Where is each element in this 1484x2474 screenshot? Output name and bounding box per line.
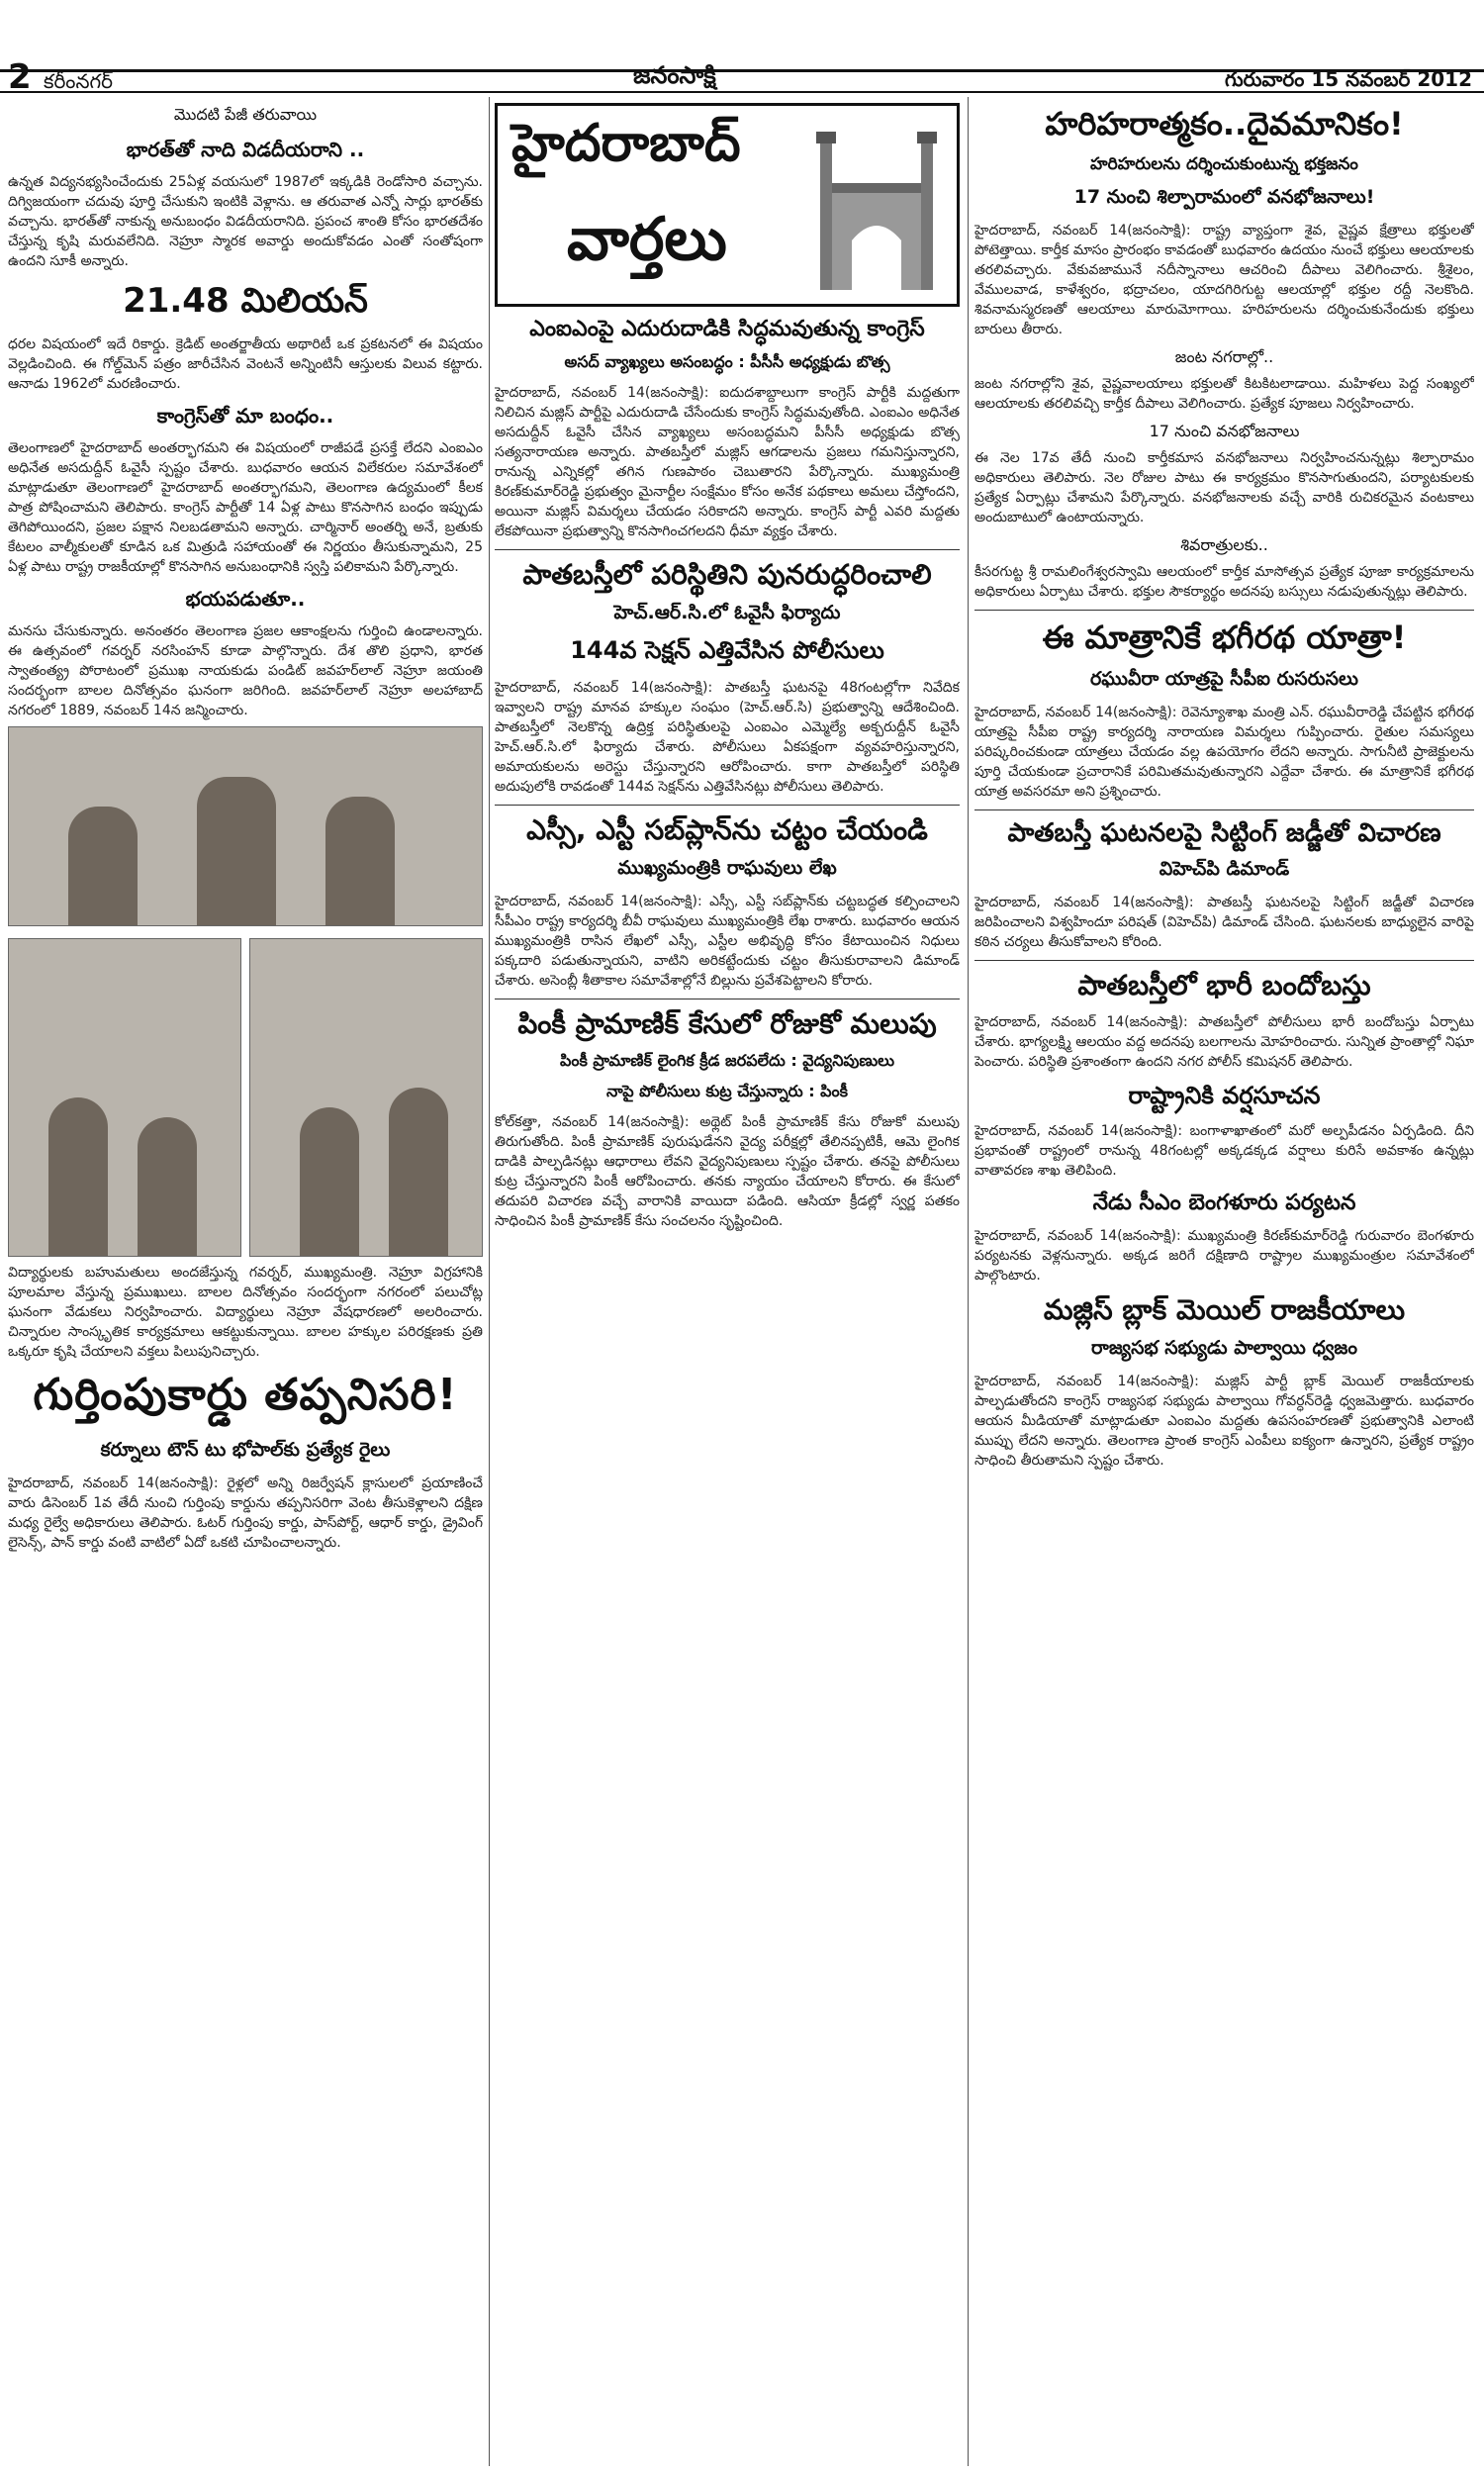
subheadline: రాజ్యసభ సభ్యుడు పాల్వాయి ధ్వజం bbox=[1091, 1337, 1357, 1359]
column-left bbox=[8, 97, 483, 2466]
subheadline: కర్నూలు టౌన్ టు భోపాల్‌కు ప్రత్యేక రైలు bbox=[100, 1439, 391, 1461]
headline: పాతబస్తీలో పరిస్థితిని పునరుద్ధరించాలి bbox=[522, 558, 932, 591]
headline: ఎంఐఎంపై ఎదురుదాడికి సిద్ధమవుతున్న కాంగ్రెస్ bbox=[529, 317, 925, 341]
article-text: హైదరాబాద్, నవంబర్ 14(జనంసాక్షి): రాష్ట్ర వ్యాప్తంగా శైవ, వైష్ణవ క్షేత్రాలు భక్తులతో పోటెత్తాయి. కార్తీక మాసం ప్రారంభం కావడంతో బుధవారం ఉదయం నుంచే భక్తులు ఆలయాలకు తరలివచ్చారు. వేకువజామునే నదీస్నానాలు ఆచరించి దీపాలు వెలిగించారు. శ్రీశైలం, వేములవాడ, కాళేశ్వరం, భద్రాచలం, యాదగిరిగుట్ట ఆలయాల్లో భక్తుల రద్దీ నెలకొంది. శివనామస్మరణతో ఆలయాలు మారుమోగాయి. హరిహరులను దర్శించుకునేందుకు భక్తులు బారులు తీరారు. bbox=[974, 223, 1474, 337]
section-rule bbox=[974, 960, 1474, 961]
column-divider bbox=[968, 97, 969, 2466]
subsection-label: 17 నుంచి వనభోజనాలు bbox=[1149, 422, 1300, 440]
continued-label: మొదటి పేజీ తరువాయి bbox=[173, 105, 318, 124]
article-text: మనసు చేసుకున్నారు. అనంతరం తెలంగాణ ప్రజల ఆకాంక్షలను గుర్తించి ఉండాలన్నారు. ఈ ఉత్సవంలో గవర్నర్ నరసింహన్ కూడా పాల్గొన్నారు. దేశ తొలి ప్రధాని, భారత స్వాతంత్య్ర పోరాటంలో ప్రముఖ నాయకుడు పండిట్ జవహర్‌లాల్ నెహ్రూ జయంతి సందర్భంగా బాలల దినోత్సవం ఘనంగా జరిగింది. జవహర్‌లాల్ నెహ్రూ అలహాబాద్ నగరంలో 1889, నవంబర్ 14న జన్మించారు. bbox=[8, 623, 483, 718]
article-text: హైదరాబాద్, నవంబర్ 14(జనంసాక్షి): పాతబస్తీ ఘటనపై 48గంటల్లోగా నివేదిక ఇవ్వాలని రాష్ట్ర మానవ హక్కుల సంఘం (హెచ్.ఆర్.సి) ప్రభుత్వాన్ని ఆదేశించింది. పాతబస్తీలో నెలకొన్న ఉద్రిక్త పరిస్థితులపై ఎంఐఎం ఎమ్మెల్యే అక్బరుద్దీన్ ఓవైసీ హెచ్.ఆర్.సి.లో ఫిర్యాదు చేశారు. పోలీసులు ఏకపక్షంగా వ్యవహరిస్తున్నారని, అమాయకులను అరెస్టు చేస్తున్నారని ఆరోపించారు. కాగా పాతబస్తీలో పరిస్థితి అదుపులోకి రావడంతో 144వ సెక్షన్‌ను ఎత్తివేసినట్లు పోలీసులు తెలిపారు. bbox=[495, 680, 960, 795]
article-text: కీసరగుట్ట శ్రీ రామలింగేశ్వరస్వామి ఆలయంలో కార్తీక మాసోత్సవ ప్రత్యేక పూజా కార్యక్రమాలను అధికారులు ఏర్పాటు చేశారు. భక్తుల సౌకర్యార్థం అదనపు బస్సులు నడుపుతున్నట్లు తెలిపారు. bbox=[974, 564, 1474, 600]
headline: 21.48 మిలియన్ bbox=[123, 281, 368, 321]
subheadline: పింకీ ప్రామాణిక్ లైంగిక క్రీడ జరపలేదు : వైద్యనిపుణులు bbox=[559, 1051, 895, 1070]
section-banner bbox=[495, 103, 960, 307]
headline: భారత్‌తో నాది విడదీయరాని .. bbox=[126, 138, 365, 161]
news-photo bbox=[249, 938, 483, 1257]
article-text: హైదరాబాద్, నవంబర్ 14(జనంసాక్షి): రైళ్లలో అన్ని రిజర్వేషన్ క్లాసులలో ప్రయాణించే వారు డిసెంబర్ 1వ తేదీ నుంచి గుర్తింపు కార్డును తప్పనిసరిగా వెంట తీసుకెళ్లాలని దక్షిణ మధ్య రైల్వే అధికారులు తెలిపారు. ఓటర్ గుర్తింపు కార్డు, పాస్‌పోర్ట్, ఆధార్ కార్డు, డ్రైవింగ్ లైసెన్స్, పాన్ కార్డు వంటి వాటిలో ఏదో ఒకటి చూపించాలన్నారు. bbox=[8, 1475, 483, 1551]
subheadline: ముఖ్యమంత్రికి రాఘవులు లేఖ bbox=[617, 857, 837, 879]
article-text: కోల్‌కత్తా, నవంబర్ 14(జనంసాక్షి): అథ్లెట్ పింకీ ప్రామాణిక్ కేసు రోజుకో మలుపు తిరుగుతోంది. పింకీ ప్రామాణిక్ పురుషుడేనని వైద్య పరీక్షల్లో తేలినప్పటికీ, ఆమె లైంగిక దాడికి పాల్పడినట్లు ఆధారాలు లేవని వైద్యనిపుణులు స్పష్టం చేశారు. తనపై పోలీసులు కుట్ర చేస్తున్నారని పింకీ ఆరోపించారు. తనకు న్యాయం చేయాలని కోరారు. ఈ కేసులో తదుపరి విచారణ వచ్చే వారానికి వాయిదా పడింది. ఆసియా క్రీడల్లో స్వర్ణ పతకం సాధించిన పింకీ ప్రామాణిక్ కేసు సంచలనం సృష్టించింది. bbox=[495, 1114, 960, 1229]
subheadline: హెచ్.ఆర్.సి.లో ఓవైసీ ఫిర్యాదు bbox=[613, 602, 841, 623]
article-text: హైదరాబాద్, నవంబర్ 14(జనంసాక్షి): బంగాళాఖాతంలో మరో అల్పపీడనం ఏర్పడింది. దీని ప్రభావంతో రాష్ట్రంలో రానున్న 48గంటల్లో అక్కడక్కడ వర్షాలు కురిసే అవకాశం ఉన్నట్లు వాతావరణ శాఖ తెలిపింది. bbox=[974, 1123, 1474, 1179]
headline: మజ్లిస్ బ్లాక్ మెయిల్ రాజకీయాలు bbox=[1043, 1293, 1406, 1326]
section-rule bbox=[495, 549, 960, 550]
headline: ఈ మాత్రానికే భగీరథ యాత్రా! bbox=[1042, 618, 1407, 656]
section-rule bbox=[495, 805, 960, 806]
page-number: 2 bbox=[8, 57, 32, 97]
news-photo bbox=[8, 938, 241, 1257]
section-rule bbox=[974, 610, 1474, 611]
subheadline: హరిహరులను దర్శించుకుంటున్న భక్తజనం bbox=[1090, 154, 1358, 174]
article-text: హైదరాబాద్, నవంబర్ 14(జనంసాక్షి): ముఖ్యమంత్రి కిరణ్‌కుమార్‌రెడ్డి గురువారం బెంగళూరు పర్యటనకు వెళ్లనున్నారు. అక్కడ జరిగే దక్షిణాది రాష్ట్రాల ముఖ్యమంత్రుల సమావేశంలో పాల్గొంటారు. bbox=[974, 1228, 1474, 1284]
headline: రాష్ట్రానికి వర్షసూచన bbox=[1128, 1082, 1321, 1109]
banner-title: హైదరాబాద్ bbox=[511, 114, 741, 173]
headline: ఎస్సీ, ఎస్టీ సబ్‌ప్లాన్‌ను చట్టం చేయండి bbox=[526, 813, 928, 846]
article-text: ఈ నెల 17వ తేదీ నుంచి కార్తీకమాస వనభోజనాలు నిర్వహించనున్నట్లు శిల్పారామం అధికారులు తెలిపారు. నెల రోజుల పాటు ఈ కార్యక్రమం కొనసాగుతుందని, పర్యాటకులకు ప్రత్యేక ఏర్పాట్లు చేశామని పేర్కొన్నారు. వనభోజనాలకు వచ్చే వారికి రుచికరమైన వంటకాలు అందుబాటులో ఉంటాయన్నారు. bbox=[974, 450, 1474, 525]
subheadline: విహెచ్‌పి డిమాండ్ bbox=[1159, 858, 1290, 880]
subsection-label: జంట నగరాల్లో.. bbox=[1174, 347, 1274, 366]
subheadline: నాపై పోలీసులు కుట్ర చేస్తున్నారు : పింకీ bbox=[605, 1082, 849, 1100]
headline: హరిహరాత్మకం..దైవమానికం! bbox=[1045, 105, 1404, 143]
charminar-icon bbox=[812, 122, 941, 290]
dateline: గురువారం 15 నవంబర్ 2012 bbox=[1225, 67, 1472, 91]
article-text: హైదరాబాద్, నవంబర్ 14(జనంసాక్షి): రెవెన్యూశాఖ మంత్రి ఎన్. రఘువీరారెడ్డి చేపట్టిన భగీరథ యాత్రపై సీపీఐ రాష్ట్ర కార్యదర్శి నారాయణ విమర్శలు గుప్పించారు. రైతుల సమస్యలు పరిష్కరించకుండా యాత్రలు చేయడం వల్ల ఉపయోగం లేదని అన్నారు. సాగునీటి ప్రాజెక్టులను పూర్తి చేయకుండా ప్రచారానికే పరిమితమవుతున్నారని ఎద్దేవా చేశారు. ఈ మాత్రానికే భగీరథ యాత్ర అవసరమా అని ప్రశ్నించారు. bbox=[974, 705, 1474, 800]
news-photo bbox=[8, 726, 483, 926]
headline: నేడు సీఎం బెంగళూరు పర్యటన bbox=[1092, 1190, 1356, 1215]
headline: భయపడుతూ.. bbox=[185, 587, 306, 611]
headline: పాతబస్తీలో భారీ బందోబస్తు bbox=[1077, 969, 1371, 1001]
subheadline: 144వ సెక్షన్ ఎత్తివేసిన పోలీసులు bbox=[570, 636, 884, 664]
subheadline: అసద్ వ్యాఖ్యలు అసంబద్ధం : పీసీసీ అధ్యక్షుడు బొత్స bbox=[564, 352, 890, 371]
article-text: హైదరాబాద్, నవంబర్ 14(జనంసాక్షి): ఐదుదశాబ్దాలుగా కాంగ్రెస్ పార్టీకి మద్దతుగా నిలిచిన మజ్లిస్ పార్టీపై ఎదురుదాడి చేసేందుకు కాంగ్రెస్ సిద్ధమవుతోంది. ఎంఐఎం అధినేత అసదుద్దీన్ ఓవైసీ చేసిన వ్యాఖ్యలు అసంబద్ధమని పీసీసీ అధ్యక్షుడు బొత్స సత్యనారాయణ అన్నారు. పాతబస్తీలో మజ్లిస్ ఆగడాలను ప్రజలు గమనిస్తున్నారని, రానున్న ఎన్నికల్లో తగిన గుణపాఠం చెబుతారని పేర్కొన్నారు. ముఖ్యమంత్రి కిరణ్‌కుమార్‌రెడ్డి ప్రభుత్వం మైనార్టీల సంక్షేమం కోసం అనేక పథకాలు అమలు చేస్తోందని, అయినా మజ్లిస్ విమర్శలు చేయడం సరికాదని అన్నారు. కాంగ్రెస్ పార్టీ ఎవరి మద్దతు లేకపోయినా ప్రభుత్వాన్ని కొనసాగించగలదని ధీమా వ్యక్తం చేశారు. bbox=[495, 385, 960, 539]
headline: పింకీ ప్రామాణిక్ కేసులో రోజుకో మలుపు bbox=[517, 1007, 937, 1040]
article-text: జంట నగరాల్లోని శైవ, వైష్ణవాలయాలు భక్తులతో కిటకిటలాడాయి. మహిళలు పెద్ద సంఖ్యలో ఆలయాలకు తరలివచ్చి కార్తీక దీపాలు వెలిగించారు. ప్రత్యేక పూజలు నిర్వహించారు. bbox=[974, 376, 1474, 412]
headline: కాంగ్రెస్‌తో మా బంధం.. bbox=[156, 404, 334, 428]
column-divider bbox=[489, 97, 490, 2466]
article-text: హైదరాబాద్, నవంబర్ 14(జనంసాక్షి): ఎస్సీ, ఎస్టీ సబ్‌ప్లాన్‌కు చట్టబద్ధత కల్పించాలని సీపీఎం రాష్ట్ర కార్యదర్శి బీవీ రాఘవులు ముఖ్యమంత్రికి లేఖ రాశారు. బుధవారం ఆయన ముఖ్యమంత్రికి రాసిన లేఖలో ఎస్సీ, ఎస్టీల అభివృద్ధి కోసం కేటాయించిన నిధులు పక్కదారి పడుతున్నాయని, వాటిని అరికట్టేందుకు చట్టం తీసుకురావాలని డిమాండ్ చేశారు. అసెంబ్లీ శీతాకాల సమావేశాల్లోనే బిల్లును ప్రవేశపెట్టాలని కోరారు. bbox=[495, 894, 960, 989]
article-text: తెలంగాణలో హైదరాబాద్ అంతర్భాగమని ఈ విషయంలో రాజీపడే ప్రసక్తే లేదని ఎంఐఎం అధినేత అసదుద్దీన్ ఓవైసీ స్పష్టం చేశారు. బుధవారం ఆయన విలేకరుల సమావేశంలో మాట్లాడుతూ తెలంగాణలో హైదరాబాద్ అంతర్భాగమని, తెలంగాణ ఉద్యమంలో కీలక పాత్ర పోషించామని తెలిపారు. కాంగ్రెస్ పార్టీతో 14 ఏళ్ల పాటు కొనసాగిన బంధం ఇప్పుడు తెగిపోయిందని, ప్రజల పక్షాన నిలబడతామని అన్నారు. చార్మినార్ అంతర్ని అనే, బ్రతుకు కేటలం వాల్మీకులతో కూడిన ఒక మిత్రుడి సహాయంతో ఈ నిర్ణయం తీసుకున్నామని, 25 ఏళ్ల పాటు రాష్ట్ర రాజకీయాల్లో కొనసాగిన అనుబంధానికి స్వస్తి పలికామని పేర్కొన్నారు. bbox=[8, 440, 483, 575]
masthead-logo: జనంసాక్షి bbox=[633, 61, 716, 89]
header-divider bbox=[0, 91, 1484, 93]
subsection-label: శివరాత్రులకు.. bbox=[1180, 535, 1268, 554]
photo-caption: విద్యార్థులకు బహుమతులు అందజేస్తున్న గవర్నర్, ముఖ్యమంత్రి. నెహ్రూ విగ్రహానికి పూలమాల వేస్తున్న ప్రముఖులు. బాలల దినోత్సవం సందర్భంగా నగరంలో పలుచోట్ల ఘనంగా వేడుకలు నిర్వహించారు. విద్యార్థులు నెహ్రూ వేషధారణలో అలరించారు. చిన్నారుల సాంస్కృతిక కార్యక్రమాలు ఆకట్టుకున్నాయి. బాలల హక్కుల పరిరక్షణకు ప్రతి ఒక్కరూ కృషి చేయాలని వక్తలు పిలుపునిచ్చారు. bbox=[8, 1265, 483, 1360]
section-rule bbox=[974, 809, 1474, 810]
article-text: ధరల విషయంలో ఇదే రికార్డు. క్రెడిట్ అంతర్జాతీయ అథారిటీ ఒక ప్రకటనలో ఈ విషయం వెల్లడించింది. ఈ గోల్డ్‌మెన్ పత్రం జారీచేసిన వెంటనే అన్నింటినీ ఆస్తులకు విలువ కట్టారు. ఆనాడు 1962లో మరణించారు. bbox=[8, 336, 483, 392]
article-text: హైదరాబాద్, నవంబర్ 14(జనంసాక్షి): పాతబస్తీ ఘటనలపై సిట్టింగ్ జడ్జీతో విచారణ జరిపించాలని విశ్వహిందూ పరిషత్ (విహెచ్‌పి) డిమాండ్ చేసింది. ఘటనలకు బాధ్యులైన వారిపై కఠిన చర్యలు తీసుకోవాలని కోరింది. bbox=[974, 895, 1474, 950]
article-text: హైదరాబాద్, నవంబర్ 14(జనంసాక్షి): మజ్లిస్ పార్టీ బ్లాక్ మెయిల్ రాజకీయాలకు పాల్పడుతోందని కాంగ్రెస్ రాజ్యసభ సభ్యుడు పాల్వాయి గోవర్ధన్‌రెడ్డి ధ్వజమెత్తారు. బుధవారం ఆయన మీడియాతో మాట్లాడుతూ ఎంఐఎం మద్దతు ఉపసంహరణతో ప్రభుత్వానికి ఎలాంటి ముప్పు లేదని అన్నారు. తెలంగాణ ప్రాంత కాంగ్రెస్ ఎంపీలు ఐక్యంగా ఉన్నారని, ప్రత్యేక రాష్ట్రం సాధించి తీరుతామని స్పష్టం చేశారు. bbox=[974, 1374, 1474, 1469]
column-middle bbox=[495, 97, 960, 2466]
subheadline: రఘువీరా యాత్రపై సీపీఐ రుసరుసలు bbox=[1090, 668, 1358, 690]
page-section: కరీంనగర్ bbox=[44, 69, 113, 93]
subheadline: 17 నుంచి శిల్పారామంలో వనభోజనాలు! bbox=[1073, 186, 1375, 208]
article-text: ఉన్నత విద్యనభ్యసించేందుకు 25ఏళ్ల వయసులో 1987లో ఇక్కడికి రెండోసారి వచ్చాను. దిగ్విజయంగా చదువు పూర్తి చేసుకుని ఇంటికి వెళ్లాను. ఆ తరువాత ఎన్నో సార్లు భారత్‌కు వచ్చాను. భారత్‌తో నాకున్న అనుబంధం విడదీయరానిది. ప్రపంచ శాంతి కోసం భారతదేశం చేస్తున్న కృషి మరువలేనిది. నెహ్రూ స్మారక అవార్డు అందుకోవడం ఎంతో సంతోషంగా ఉందని సూకీ అన్నారు. bbox=[8, 174, 483, 269]
headline: పాతబస్తీ ఘటనలపై సిట్టింగ్ జడ్జీతో విచారణ bbox=[1007, 818, 1441, 848]
column-right bbox=[974, 97, 1474, 2466]
headline: గుర్తింపుకార్డు తప్పనిసరి! bbox=[33, 1370, 458, 1420]
article-text: హైదరాబాద్, నవంబర్ 14(జనంసాక్షి): పాతబస్తీలో పోలీసులు భారీ బందోబస్తు ఏర్పాటు చేశారు. భాగ్యలక్ష్మి ఆలయం వద్ద అదనపు బలగాలను మోహరించారు. సున్నిత ప్రాంతాల్లో నిఘా పెంచారు. పరిస్థితి ప్రశాంతంగా ఉందని నగర పోలీస్ కమిషనర్ తెలిపారు. bbox=[974, 1014, 1474, 1070]
page-header bbox=[0, 0, 1484, 97]
banner-title: వార్తలు bbox=[567, 205, 727, 274]
